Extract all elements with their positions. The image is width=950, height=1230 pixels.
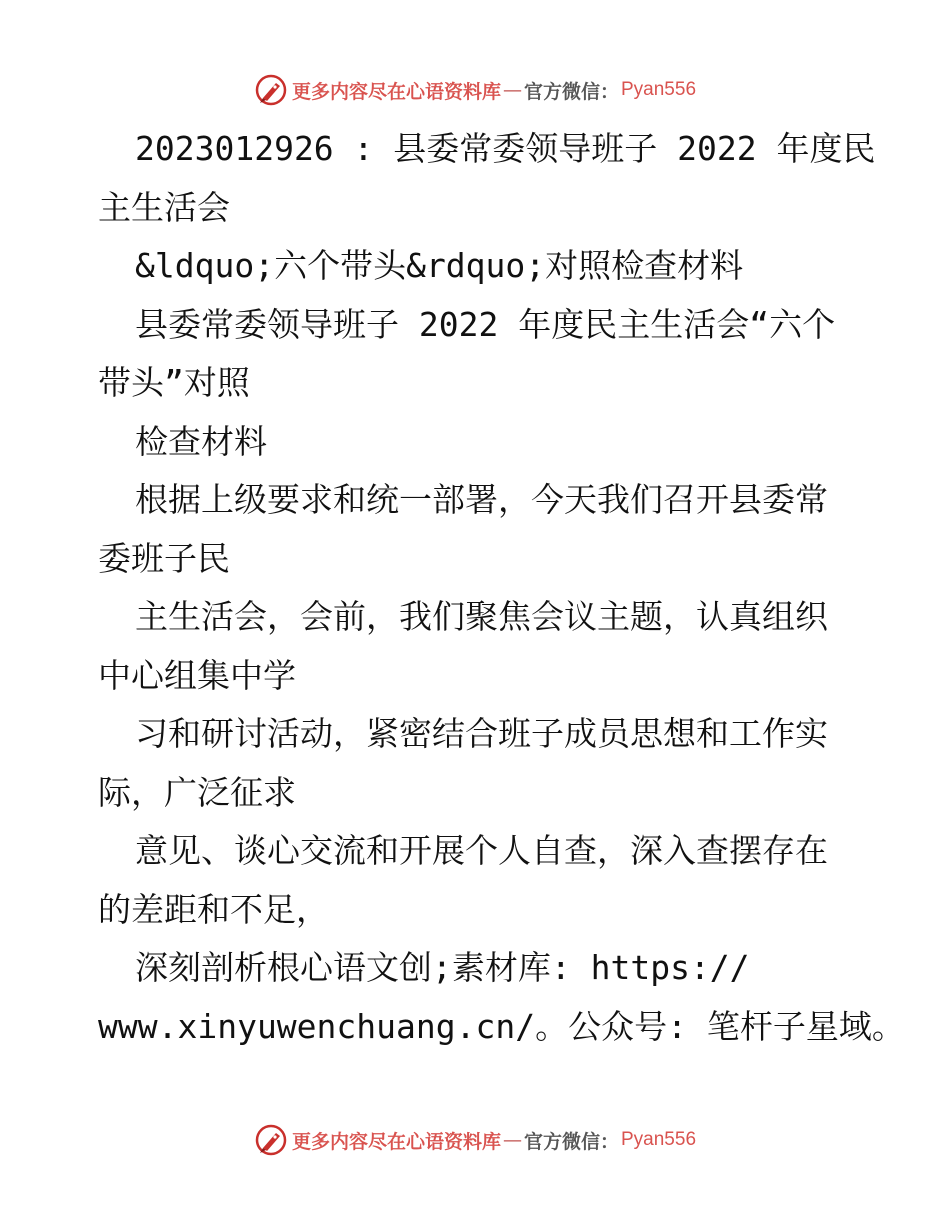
doc-line: 带头”对照 [98,363,250,402]
pen-nib-logo-icon [254,1123,288,1157]
doc-line: 际，广泛征求 [98,772,296,812]
document-body [98,120,905,1056]
doc-line: 主生活会，会前，我们聚焦会议主题，认真组织 [135,597,828,636]
doc-line: 习和研讨活动，紧密结合班子成员思想和工作实 [135,714,828,753]
banner-separator: — [502,79,522,101]
doc-line: 的差距和不足， [98,889,329,929]
doc-line: 意见、谈心交流和开展个人自查，深入查摆存在 [135,831,828,870]
banner-separator: — [502,1129,522,1151]
doc-line: 中心组集中学 [98,655,296,695]
doc-line: &ldquo;六个带头&rdquo;对照检查材料 [135,246,744,285]
banner-official-label: 官方微信： [523,80,619,103]
banner-wechat-id: Pyan556 [621,1129,697,1150]
header-banner[interactable] [0,70,950,110]
doc-line: 检查材料 [135,421,267,461]
doc-line: 2023012926 : 县委常委领导班子 2022 年度民 [135,129,876,168]
doc-line: www.xinyuwenchuang.cn/。公众号: 笔杆子星域。 [98,1006,905,1046]
doc-line: 主生活会 [98,187,230,227]
doc-line: 委班子民 [98,538,230,578]
doc-line: 县委常委领导班子 2022 年度民主生活会“六个 [135,304,836,344]
pen-nib-logo-icon [254,73,288,107]
doc-line: 深刻剖析根心语文创;素材库: https:// [135,948,750,987]
footer-banner[interactable] [0,1120,950,1160]
banner-wechat-id: Pyan556 [621,79,697,100]
banner-official-label: 官方微信： [523,1130,619,1153]
banner-slogan: 更多内容尽在心语资料库 [291,80,501,103]
banner-slogan: 更多内容尽在心语资料库 [291,1130,501,1153]
doc-line: 根据上级要求和统一部署，今天我们召开县委常 [135,480,828,519]
